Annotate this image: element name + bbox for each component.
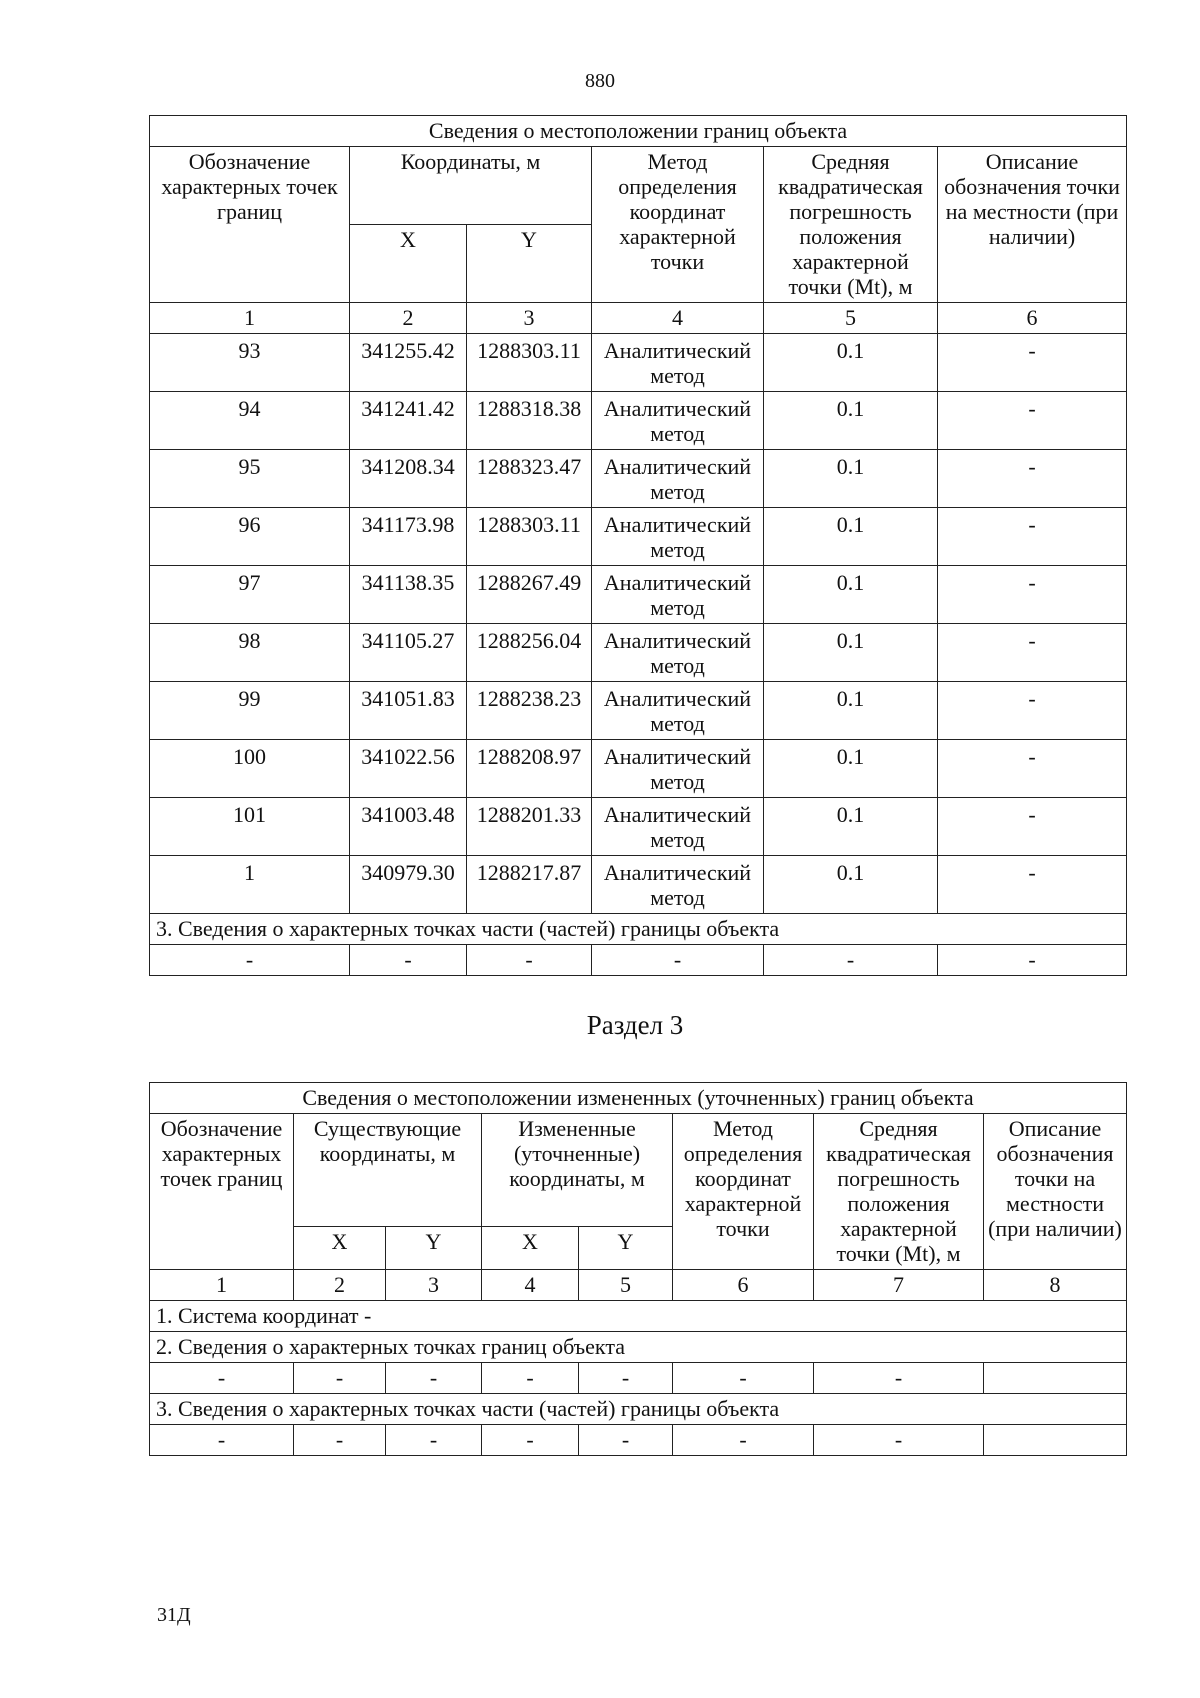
description-cell: -: [938, 392, 1127, 450]
method-cell: Аналитический метод: [592, 682, 764, 740]
method-cell: Аналитический метод: [592, 450, 764, 508]
page-number: 880: [585, 70, 615, 92]
description-cell: -: [938, 334, 1127, 392]
coord-system-row: 1. Система координат -: [150, 1301, 1127, 1332]
table2-title: Сведения о местоположении измененных (уточненных) границ объекта: [150, 1083, 1127, 1114]
column-number: 4: [482, 1270, 579, 1301]
header-method: Метод определения координат характерной точки: [592, 147, 764, 303]
y-cell: 1288318.38: [467, 392, 592, 450]
x-cell: 341208.34: [350, 450, 467, 508]
description-cell: -: [938, 566, 1127, 624]
parts-cell: -: [579, 1425, 673, 1456]
points-cell: -: [294, 1363, 386, 1394]
points-cell: -: [814, 1363, 984, 1394]
parts-cell: -: [350, 945, 467, 976]
changed-boundaries-table: [149, 1082, 1127, 1456]
point-cell: 94: [150, 392, 350, 450]
header-error: Средняя квадратическая погрешность положения характерной точки (Mt), м: [814, 1114, 984, 1270]
point-cell: 95: [150, 450, 350, 508]
y-cell: 1288303.11: [467, 334, 592, 392]
description-cell: -: [938, 856, 1127, 914]
column-number: 3: [386, 1270, 482, 1301]
table-row: [150, 566, 1127, 624]
parts-cell: -: [764, 945, 938, 976]
footer-code: 31Д: [157, 1604, 191, 1626]
method-cell: Аналитический метод: [592, 508, 764, 566]
column-number: 6: [938, 303, 1127, 334]
error-cell: 0.1: [764, 392, 938, 450]
point-cell: 101: [150, 798, 350, 856]
method-cell: Аналитический метод: [592, 566, 764, 624]
table-row: [150, 624, 1127, 682]
description-cell: -: [938, 624, 1127, 682]
error-cell: 0.1: [764, 566, 938, 624]
header-coords: Координаты, м: [350, 147, 592, 225]
y-cell: 1288256.04: [467, 624, 592, 682]
table-row: [150, 450, 1127, 508]
table-row: [150, 856, 1127, 914]
y-cell: 1288217.87: [467, 856, 592, 914]
header-y: Y: [579, 1226, 673, 1269]
header-x: X: [482, 1226, 579, 1269]
y-cell: 1288238.23: [467, 682, 592, 740]
error-cell: 0.1: [764, 740, 938, 798]
header-description: Описание обозначения точки на местности (при наличии): [984, 1114, 1127, 1270]
y-cell: 1288303.11: [467, 508, 592, 566]
table-row: [150, 392, 1127, 450]
description-cell: -: [938, 682, 1127, 740]
parts-cell: -: [467, 945, 592, 976]
parts-cell: -: [386, 1425, 482, 1456]
table-row: [150, 508, 1127, 566]
description-cell: -: [938, 740, 1127, 798]
method-cell: Аналитический метод: [592, 392, 764, 450]
x-cell: 341241.42: [350, 392, 467, 450]
header-changed-coords: Измененные (уточненные) координаты, м: [482, 1114, 673, 1227]
parts-cell: -: [592, 945, 764, 976]
column-number: 8: [984, 1270, 1127, 1301]
error-cell: 0.1: [764, 856, 938, 914]
point-cell: 96: [150, 508, 350, 566]
x-cell: 341138.35: [350, 566, 467, 624]
points-cell: [984, 1363, 1127, 1394]
y-cell: 1288323.47: [467, 450, 592, 508]
parts-cell: -: [814, 1425, 984, 1456]
table-row: [150, 798, 1127, 856]
description-cell: -: [938, 450, 1127, 508]
boundary-points-table: [149, 115, 1127, 976]
x-cell: 341255.42: [350, 334, 467, 392]
column-number: 1: [150, 1270, 294, 1301]
header-method: Метод определения координат характерной точки: [673, 1114, 814, 1270]
header-error: Средняя квадратическая погрешность положения характерной точки (Mt), м: [764, 147, 938, 303]
description-cell: -: [938, 508, 1127, 566]
error-cell: 0.1: [764, 450, 938, 508]
x-cell: 341105.27: [350, 624, 467, 682]
error-cell: 0.1: [764, 508, 938, 566]
points-section-heading: 2. Сведения о характерных точках границ объекта: [150, 1332, 1127, 1363]
table-row: [150, 740, 1127, 798]
parts-section-heading: 3. Сведения о характерных точках части (частей) границы объекта: [150, 914, 1127, 945]
y-cell: 1288201.33: [467, 798, 592, 856]
column-number: 3: [467, 303, 592, 334]
header-point: Обозначение характерных точек границ: [150, 147, 350, 303]
x-cell: 340979.30: [350, 856, 467, 914]
error-cell: 0.1: [764, 798, 938, 856]
header-y: Y: [386, 1226, 482, 1269]
error-cell: 0.1: [764, 682, 938, 740]
point-cell: 97: [150, 566, 350, 624]
points-cell: -: [150, 1363, 294, 1394]
table1-title: Сведения о местоположении границ объекта: [150, 116, 1127, 147]
header-y: Y: [467, 225, 592, 303]
column-number: 4: [592, 303, 764, 334]
column-number: 5: [579, 1270, 673, 1301]
header-description: Описание обозначения точки на местности (при наличии): [938, 147, 1127, 303]
parts-cell: -: [673, 1425, 814, 1456]
points-cell: -: [579, 1363, 673, 1394]
x-cell: 341003.48: [350, 798, 467, 856]
error-cell: 0.1: [764, 334, 938, 392]
method-cell: Аналитический метод: [592, 334, 764, 392]
error-cell: 0.1: [764, 624, 938, 682]
table1-body: [150, 334, 1127, 914]
method-cell: Аналитический метод: [592, 856, 764, 914]
column-number: 1: [150, 303, 350, 334]
method-cell: Аналитический метод: [592, 798, 764, 856]
parts-cell: -: [150, 1425, 294, 1456]
point-cell: 98: [150, 624, 350, 682]
section-title: Раздел 3: [586, 1010, 684, 1040]
table-row: [150, 334, 1127, 392]
points-cell: -: [482, 1363, 579, 1394]
table-row: [150, 682, 1127, 740]
x-cell: 341022.56: [350, 740, 467, 798]
column-number: 2: [350, 303, 467, 334]
header-x: X: [350, 225, 467, 303]
parts-cell: -: [150, 945, 350, 976]
column-number: 6: [673, 1270, 814, 1301]
x-cell: 341051.83: [350, 682, 467, 740]
points-cell: -: [673, 1363, 814, 1394]
column-number: 2: [294, 1270, 386, 1301]
point-cell: 100: [150, 740, 350, 798]
method-cell: Аналитический метод: [592, 624, 764, 682]
y-cell: 1288208.97: [467, 740, 592, 798]
description-cell: -: [938, 798, 1127, 856]
parts-section-heading: 3. Сведения о характерных точках части (частей) границы объекта: [150, 1394, 1127, 1425]
points-cell: -: [386, 1363, 482, 1394]
header-existing-coords: Существующие координаты, м: [294, 1114, 482, 1227]
parts-cell: -: [482, 1425, 579, 1456]
parts-cell: -: [938, 945, 1127, 976]
parts-cell: [984, 1425, 1127, 1456]
y-cell: 1288267.49: [467, 566, 592, 624]
point-cell: 1: [150, 856, 350, 914]
header-point: Обозначение характерных точек границ: [150, 1114, 294, 1270]
method-cell: Аналитический метод: [592, 740, 764, 798]
point-cell: 93: [150, 334, 350, 392]
column-number: 5: [764, 303, 938, 334]
parts-cell: -: [294, 1425, 386, 1456]
header-x: X: [294, 1226, 386, 1269]
column-number: 7: [814, 1270, 984, 1301]
x-cell: 341173.98: [350, 508, 467, 566]
point-cell: 99: [150, 682, 350, 740]
